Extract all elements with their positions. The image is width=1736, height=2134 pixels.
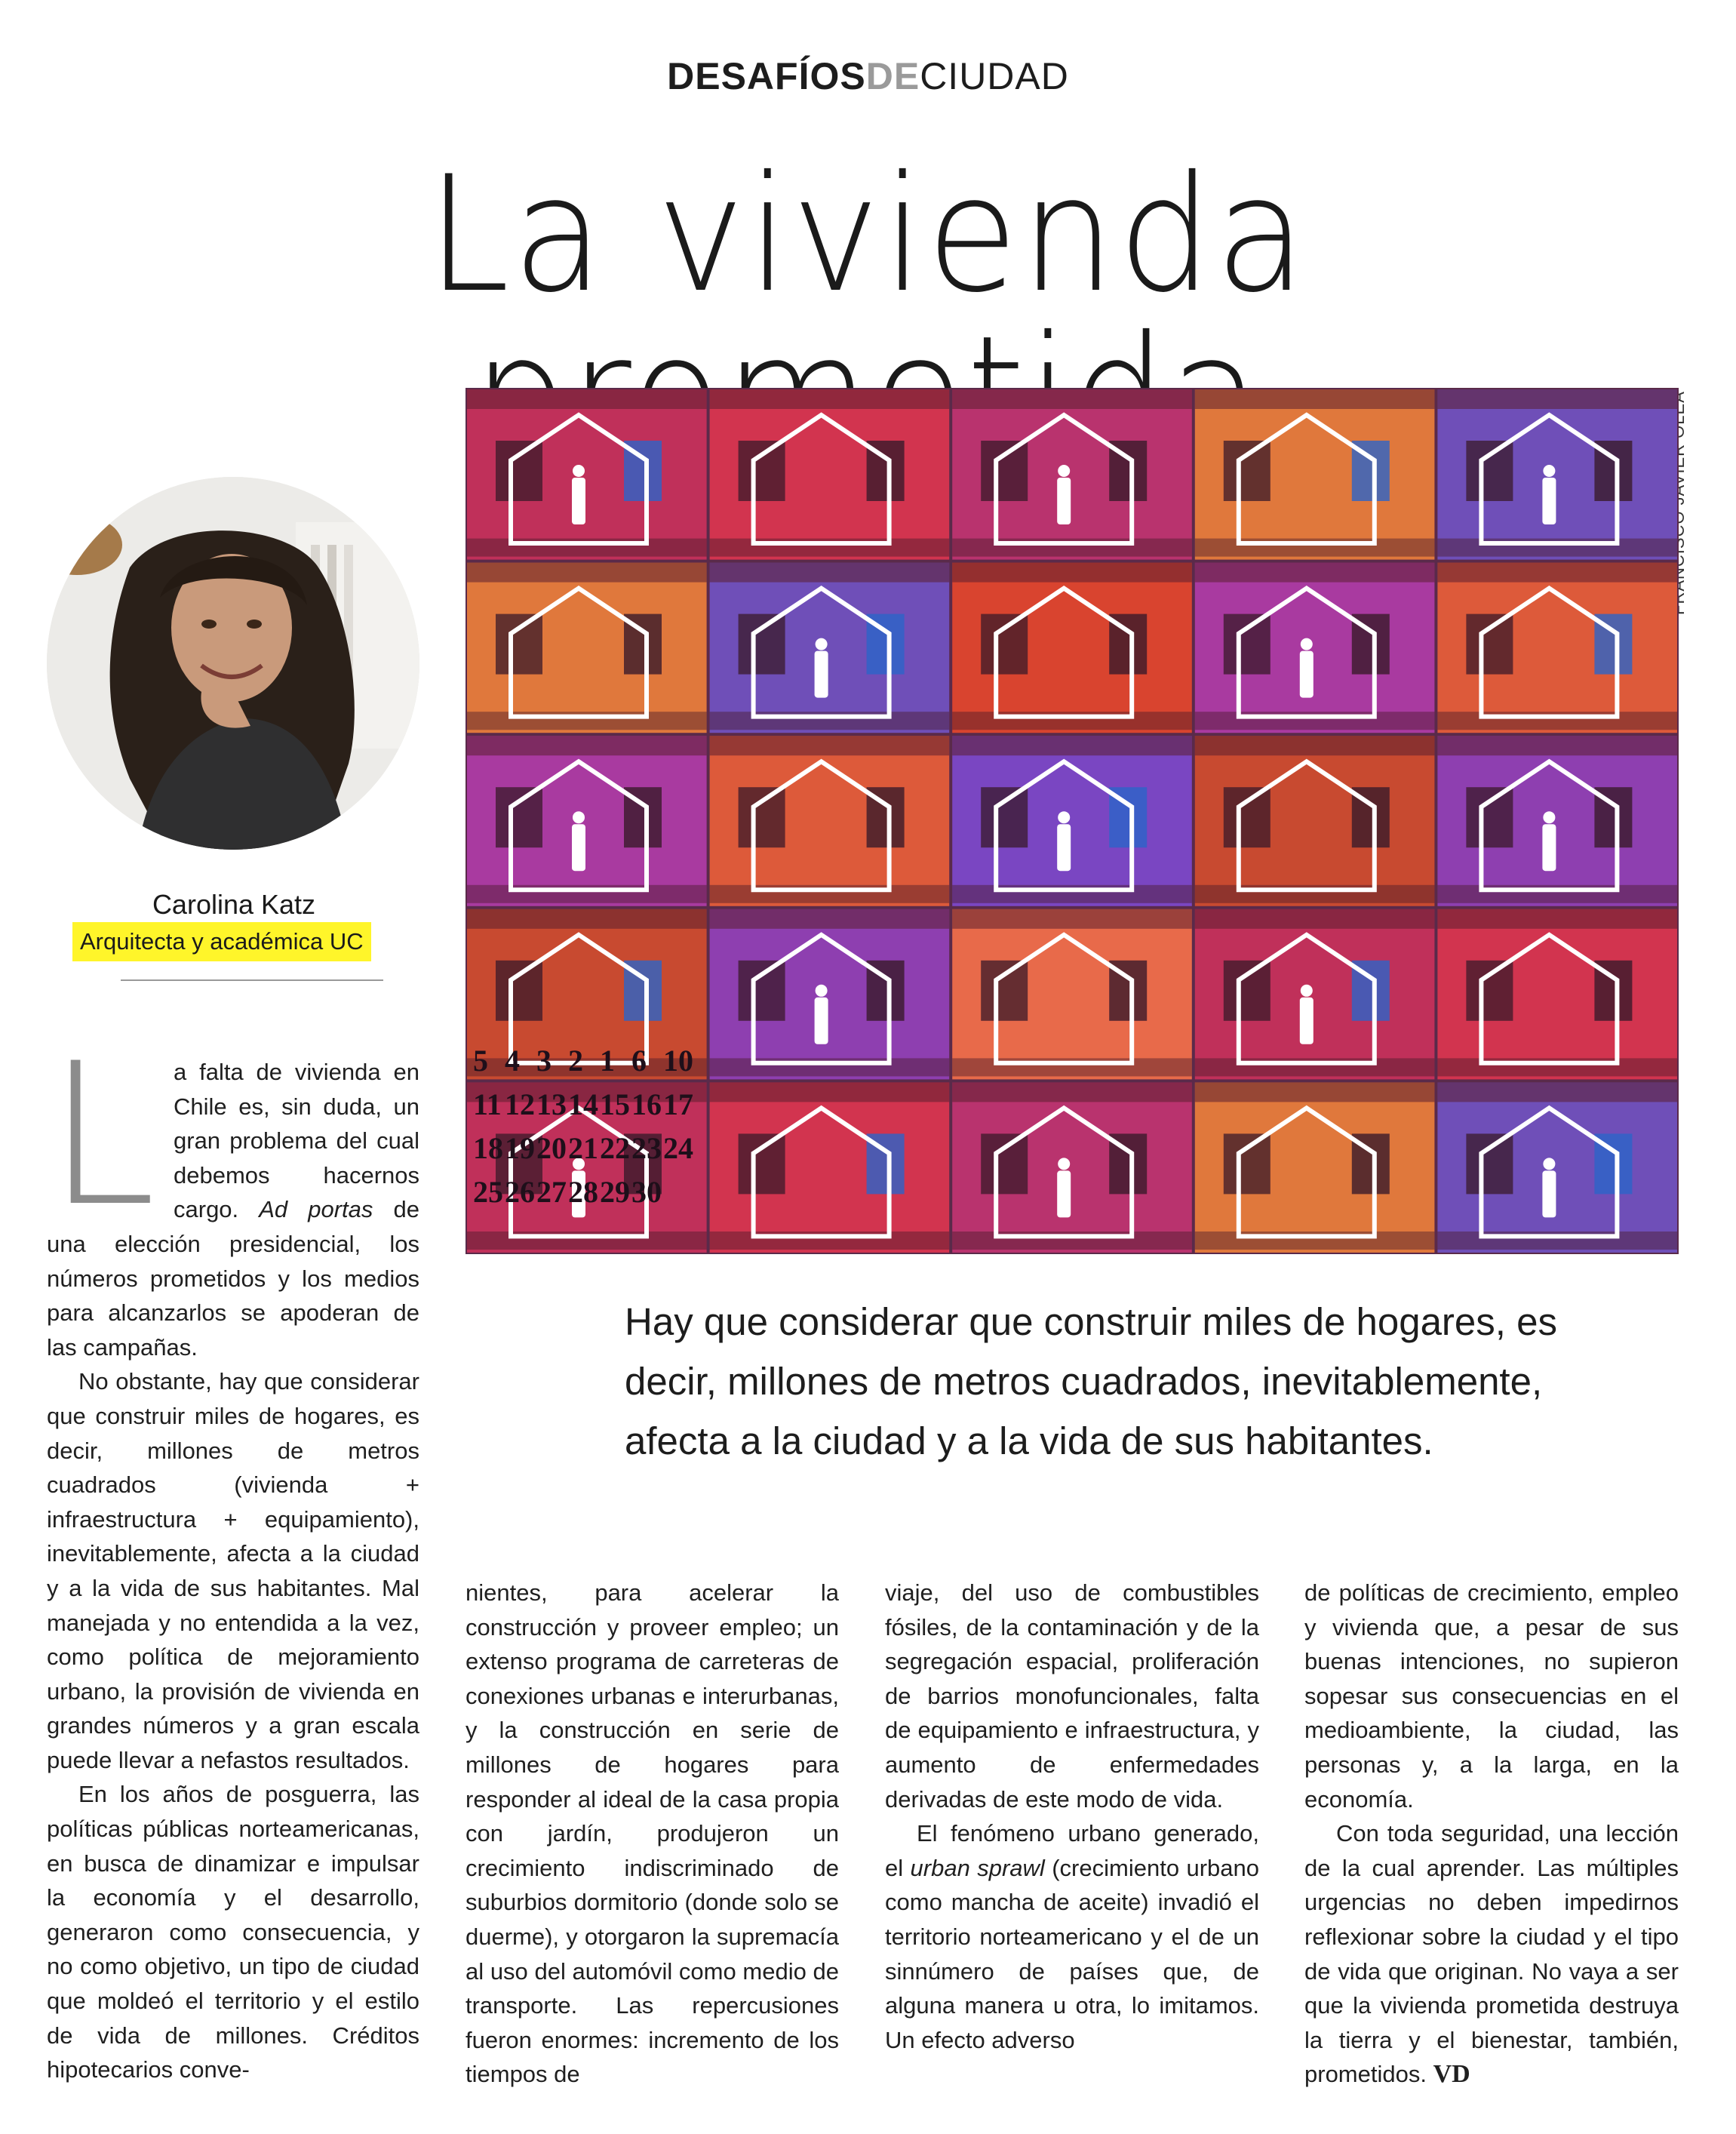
author-photo-graphic [47, 477, 419, 850]
window [981, 961, 1028, 1021]
article-paragraph: No obstante, hay que considerar que construir miles de hogares, es decir, millones de metros cuadrados (vivienda + infraestructura + equipamiento), inevitablemente, afecta a la ciudad y a la vida de sus habitantes. Mal manejada y no entendida a la vez, como política de mejoramiento urbano, la provisión de vivienda en grandes números y a gran escala puede llevar a nefastos resultados. [47, 1368, 419, 1773]
figure-head [816, 985, 828, 997]
calendar-number: 28 [568, 1175, 598, 1209]
roof-strip [1437, 736, 1677, 755]
figure-body [815, 651, 828, 698]
illustration-graphic [465, 388, 1679, 1254]
calendar-number: 26 [505, 1175, 535, 1209]
roof-strip [1195, 1082, 1435, 1102]
window [981, 1133, 1028, 1194]
roof-strip [952, 1082, 1192, 1102]
window [1224, 787, 1271, 847]
calendar-number: 10 [663, 1044, 693, 1078]
window [1466, 787, 1513, 847]
roof-strip [710, 736, 950, 755]
calendar-number: 14 [568, 1087, 598, 1121]
article-paragraph: de políticas de crecimiento, empleo y vivienda que, a pesar de sus buenas intenciones, no supieron sopesar sus consecuencias en el medioambiente, la ciudad, las personas y, a la larga, en la economía. [1304, 1579, 1679, 1813]
roof-strip [710, 389, 950, 409]
calendar-number: 6 [631, 1044, 647, 1078]
roof-strip [1437, 909, 1677, 929]
article-paragraph: La falta de vivienda en Chile es, sin duda, un gran problema del cual debemos hacernos cargo. Ad portas de una elección presidencial, los números prometidos y los medios para alcanzarlos se apoderan de las campañas. [47, 1022, 419, 1361]
calendar-number: 30 [631, 1175, 662, 1209]
calendar-number: 18 [473, 1131, 503, 1165]
calendar-number: 16 [631, 1087, 662, 1121]
figure-body [1542, 478, 1556, 524]
roof-strip [1195, 736, 1435, 755]
window [981, 441, 1028, 501]
window [1466, 614, 1513, 675]
roof-strip [467, 389, 707, 409]
headline: La vivienda [426, 141, 1310, 327]
roof-strip [1437, 563, 1677, 583]
calendar-number: 24 [663, 1131, 693, 1165]
roof-strip [952, 389, 1192, 409]
pullquote: Hay que considerar que construir miles de hogares, es decir, millones de metros cuadrados, inevitablemente, afecta a la ciudad y a la vida de sus habitantes. [625, 1300, 1557, 1462]
roof-strip [710, 563, 950, 583]
roof-strip [467, 736, 707, 755]
window [739, 614, 785, 675]
article-column-1 [47, 1022, 419, 2087]
window [1224, 441, 1271, 501]
window [496, 614, 542, 675]
calendar-number: 11 [473, 1087, 502, 1121]
calendar-number: 4 [505, 1044, 520, 1078]
roof-strip [952, 909, 1192, 929]
calendar-number: 13 [536, 1087, 567, 1121]
article-paragraph: viaje, del uso de combustibles fósiles, de la contaminación y de la segregación espacial, proliferación de barrios monofuncionales, falta de equipamiento e infraestructura, y aumento de enfermedades derivadas de este modo de vida. [885, 1579, 1259, 1813]
section-tag [0, 54, 1736, 98]
calendar-number: 25 [473, 1175, 503, 1209]
article-paragraph: Con toda seguridad, una lección de la cual aprender. Las múltiples urgencias no deben impedirnos reflexionar sobre la ciudad y el tipo de vida que originan. No vaya a ser que la vivienda prometida destruya la tierra y el bienestar, también, prometidos. VD [1304, 1820, 1679, 2089]
section-word-1: DESAFÍOS [667, 55, 866, 97]
roof-strip [952, 736, 1192, 755]
calendar-number: 5 [473, 1044, 488, 1078]
figure-body [1057, 478, 1071, 524]
figure-head [816, 638, 828, 650]
figure-body [572, 824, 585, 871]
roof-strip [1437, 389, 1677, 409]
figure-body [1300, 998, 1314, 1044]
window [496, 441, 542, 501]
window [496, 787, 542, 847]
illustration [465, 388, 1679, 1254]
calendar-number: 2 [568, 1044, 583, 1078]
article-paragraph: El fenómeno urbano generado, el urban sprawl (crecimiento urbano como mancha de aceite) invadió el territorio norteamericano y el de un sinnúmero de países que, de alguna manera u otra, lo imitamos. Un efecto adverso [885, 1820, 1259, 2053]
figure-body [815, 998, 828, 1044]
roof-strip [467, 563, 707, 583]
calendar-number: 17 [663, 1087, 693, 1121]
calendar-number: 20 [536, 1131, 567, 1165]
window [1466, 961, 1513, 1021]
roof-strip [467, 909, 707, 929]
window [739, 441, 785, 501]
figure-body [1057, 824, 1071, 871]
roof-strip [1195, 563, 1435, 583]
roof-strip [1195, 389, 1435, 409]
window [981, 614, 1028, 675]
roof-strip [952, 563, 1192, 583]
calendar-number: 27 [536, 1175, 567, 1209]
author-photo [47, 477, 419, 850]
window [739, 1133, 785, 1194]
roof-strip [710, 1082, 950, 1102]
figure-head [1058, 465, 1070, 477]
figure-head [573, 465, 585, 477]
calendar-number: 22 [600, 1131, 630, 1165]
window [739, 787, 785, 847]
figure-head [1301, 985, 1313, 997]
calendar-number: 19 [505, 1131, 535, 1165]
figure-head [573, 811, 585, 823]
window [1466, 441, 1513, 501]
article-column-3 [885, 1576, 1259, 2057]
figure-head [1543, 811, 1555, 823]
window [981, 787, 1028, 847]
calendar-number: 12 [505, 1087, 535, 1121]
window [496, 961, 542, 1021]
figure-body [1542, 1170, 1556, 1217]
calendar-number: 1 [600, 1044, 615, 1078]
author-divider [121, 979, 383, 981]
figure-head [1543, 1158, 1555, 1170]
figure-body [1300, 651, 1314, 698]
author-name: Carolina Katz [152, 889, 316, 920]
drop-cap: L [47, 1022, 156, 1250]
figure-body [1057, 1170, 1071, 1217]
roof-strip [1437, 1082, 1677, 1102]
window [1224, 961, 1271, 1021]
figure-head [1543, 465, 1555, 477]
calendar-number: 23 [631, 1131, 662, 1165]
calendar-number: 29 [600, 1175, 630, 1209]
author-role: Arquitecta y académica UC [72, 922, 371, 961]
window [1224, 1133, 1271, 1194]
window [1466, 1133, 1513, 1194]
figure-head [1301, 638, 1313, 650]
article-column-4 [1304, 1576, 1679, 2092]
end-mark: VD [1433, 2060, 1470, 2089]
calendar-number: 21 [568, 1131, 598, 1165]
figure-body [572, 478, 585, 524]
calendar-number: 15 [600, 1087, 630, 1121]
window [739, 961, 785, 1021]
article-column-2 [465, 1576, 839, 2092]
figure-head [1058, 811, 1070, 823]
figure-head [1058, 1158, 1070, 1170]
article-paragraph: nientes, para acelerar la construcción y proveer empleo; un extenso programa de carreteras de conexiones urbanas e interurbanas, y la construcción en serie de millones de hogares para responder al ideal de la casa propia con jardín, produjeron un crecimiento indiscriminado de suburbios dormitorio (donde solo se duerme), y otorgaron la supremacía al uso del automóvil como medio de transporte. Las repercusiones fueron enormes: incremento de los tiempos de [465, 1579, 839, 2088]
window [1224, 614, 1271, 675]
roof-strip [1195, 909, 1435, 929]
section-word-2: DE [865, 55, 920, 97]
roof-strip [710, 909, 950, 929]
article-paragraph: En los años de posguerra, las políticas públicas norteamericanas, en busca de dinamizar e impulsar la economía y el desarrollo, generaron como consecuencia, y no como objetivo, un tipo de ciudad que moldeó el territorio y el estilo de vida de millones. Créditos hipotecarios conve- [47, 1781, 419, 2083]
figure-body [1542, 824, 1556, 871]
section-word-3: CIUDAD [920, 55, 1069, 97]
calendar-number: 3 [536, 1044, 552, 1078]
